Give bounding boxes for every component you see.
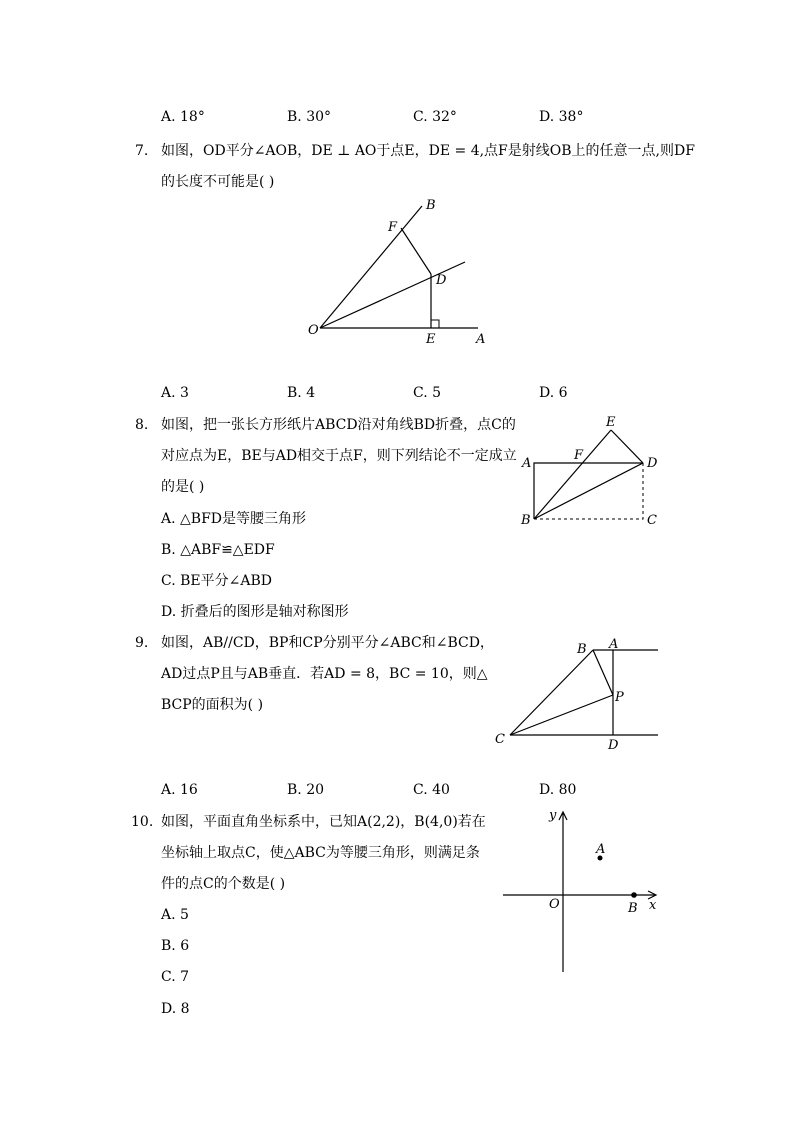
q10-label-y: y	[549, 808, 557, 823]
q9-segment-bp	[593, 650, 613, 695]
q8-label-f: F	[574, 448, 584, 463]
q7-number: 7.	[135, 143, 149, 159]
q7-label-a: A	[476, 332, 486, 347]
q7-ray-od	[320, 262, 465, 328]
q9-number: 9.	[135, 635, 149, 651]
q10-label-x: x	[649, 898, 657, 913]
q8-segment-ed	[611, 430, 643, 463]
q9-segment-cp	[510, 695, 613, 735]
q8-figure	[515, 410, 665, 530]
q7-option-a[interactable]: A. 3	[161, 385, 189, 401]
q7-label-d: D	[436, 273, 447, 288]
q10-text-line2: 坐标轴上取点C，使△ABC为等腰三角形，则满足条	[161, 845, 480, 861]
q9-label-a: A	[609, 637, 619, 652]
q8-label-e: E	[606, 415, 616, 430]
q9-option-c[interactable]: C. 40	[413, 782, 450, 798]
q9-text-line3: BCP的面积为( )	[161, 697, 264, 713]
q6-option-c[interactable]: C. 32°	[413, 109, 457, 125]
q7-option-b[interactable]: B. 4	[287, 385, 316, 401]
q8-option-c[interactable]: C. BE平分∠ABD	[161, 573, 272, 589]
q7-segment-fd	[401, 228, 431, 274]
q9-label-b: B	[577, 642, 587, 657]
q9-label-c: C	[495, 732, 505, 747]
q8-text-line2: 对应点为E，BE与AD相交于点F，则下列结论不一定成立	[161, 448, 517, 464]
q9-option-d[interactable]: D. 80	[539, 782, 577, 798]
q10-option-a[interactable]: A. 5	[161, 907, 189, 923]
q7-label-b: B	[426, 198, 436, 213]
q9-label-d: D	[608, 738, 619, 753]
q10-label-o: O	[549, 897, 560, 912]
q8-segment-be	[534, 430, 611, 519]
q10-figure	[495, 805, 665, 980]
q8-number: 8.	[135, 417, 149, 433]
q7-label-f: F	[388, 220, 398, 235]
q8-diagonal-bd	[534, 463, 643, 519]
q8-label-c: C	[647, 513, 657, 528]
q8-text-line1: 如图，把一张长方形纸片ABCD沿对角线BD折叠，点C的	[161, 417, 516, 433]
q8-label-b: B	[521, 513, 531, 528]
q7-option-d[interactable]: D. 6	[539, 385, 568, 401]
q6-option-a[interactable]: A. 18°	[161, 109, 205, 125]
q9-text-line1: 如图，AB//CD，BP和CP分别平分∠ABC和∠BCD，	[161, 635, 494, 651]
q8-label-d: D	[647, 456, 658, 471]
q7-option-c[interactable]: C. 5	[413, 385, 442, 401]
q9-option-a[interactable]: A. 16	[161, 782, 198, 798]
q7-right-angle-mark	[431, 320, 439, 328]
q7-figure	[300, 195, 500, 355]
q9-text-line2: AD过点P且与AB垂直．若AD = 8，BC = 10，则△	[161, 666, 488, 682]
q7-label-e: E	[426, 332, 436, 347]
q10-number: 10.	[131, 814, 154, 830]
q9-option-b[interactable]: B. 20	[287, 782, 325, 798]
q9-figure	[490, 635, 665, 755]
q6-option-b[interactable]: B. 30°	[287, 109, 332, 125]
q9-label-p: P	[615, 690, 624, 705]
q7-ray-ob	[320, 206, 422, 328]
q10-label-a: A	[596, 842, 606, 857]
q7-text-line1: 如图，OD平分∠AOB，DE ⊥ AO于点E，DE = 4,点F是射线OB上的任意一点,则DF	[161, 143, 695, 159]
q10-point-b	[631, 892, 637, 898]
q10-text-line3: 件的点C的个数是( )	[161, 876, 286, 892]
q8-text-line3: 的是( )	[161, 479, 205, 495]
q7-label-o: O	[308, 323, 319, 338]
q6-option-d[interactable]: D. 38°	[539, 109, 584, 125]
q7-text-line2: 的长度不可能是( )	[161, 174, 275, 190]
q8-option-d[interactable]: D. 折叠后的图形是轴对称图形	[161, 604, 349, 620]
q10-option-d[interactable]: D. 8	[161, 1001, 190, 1017]
q10-text-line1: 如图，平面直角坐标系中，已知A(2,2)，B(4,0)若在	[161, 814, 486, 830]
q10-label-b: B	[628, 901, 638, 916]
q8-option-b[interactable]: B. △ABF≌△EDF	[161, 542, 275, 558]
q8-label-a: A	[522, 456, 532, 471]
q9-segment-bc	[510, 650, 593, 735]
q10-option-b[interactable]: B. 6	[161, 938, 190, 954]
q8-option-a[interactable]: A. △BFD是等腰三角形	[161, 511, 307, 527]
q10-option-c[interactable]: C. 7	[161, 969, 190, 985]
